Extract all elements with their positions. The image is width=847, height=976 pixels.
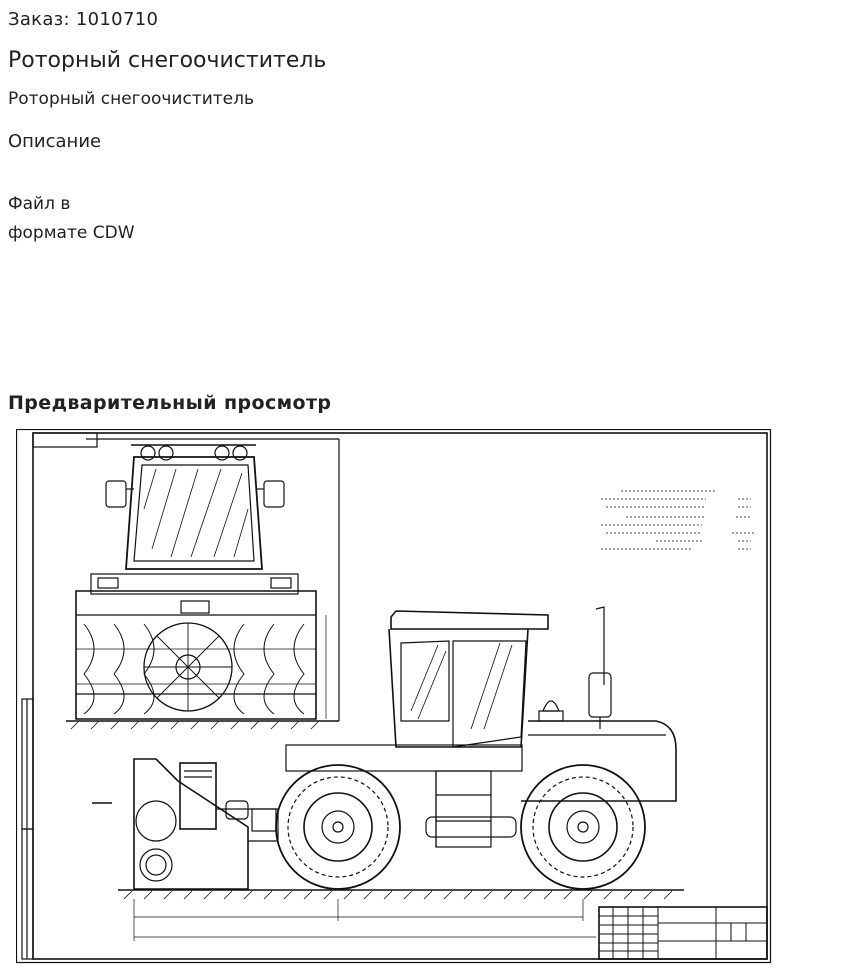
order-number: Заказ: 1010710 <box>8 9 159 30</box>
preview-heading: Предварительный просмотр <box>8 392 332 414</box>
description-heading: Описание <box>8 131 102 152</box>
snowblower-drawing <box>16 429 772 964</box>
front-view <box>66 439 339 729</box>
file-format-line-1: Файл в <box>8 194 71 214</box>
product-subtitle: Роторный снегоочиститель <box>8 89 255 109</box>
corner-stamp <box>33 433 97 447</box>
file-format-line-2: формате CDW <box>8 223 135 243</box>
page-title: Роторный снегоочиститель <box>8 48 327 73</box>
drawing-frame <box>33 433 767 959</box>
technical-notes <box>601 491 754 549</box>
title-block <box>599 907 767 959</box>
drawing-preview[interactable] <box>16 429 772 964</box>
